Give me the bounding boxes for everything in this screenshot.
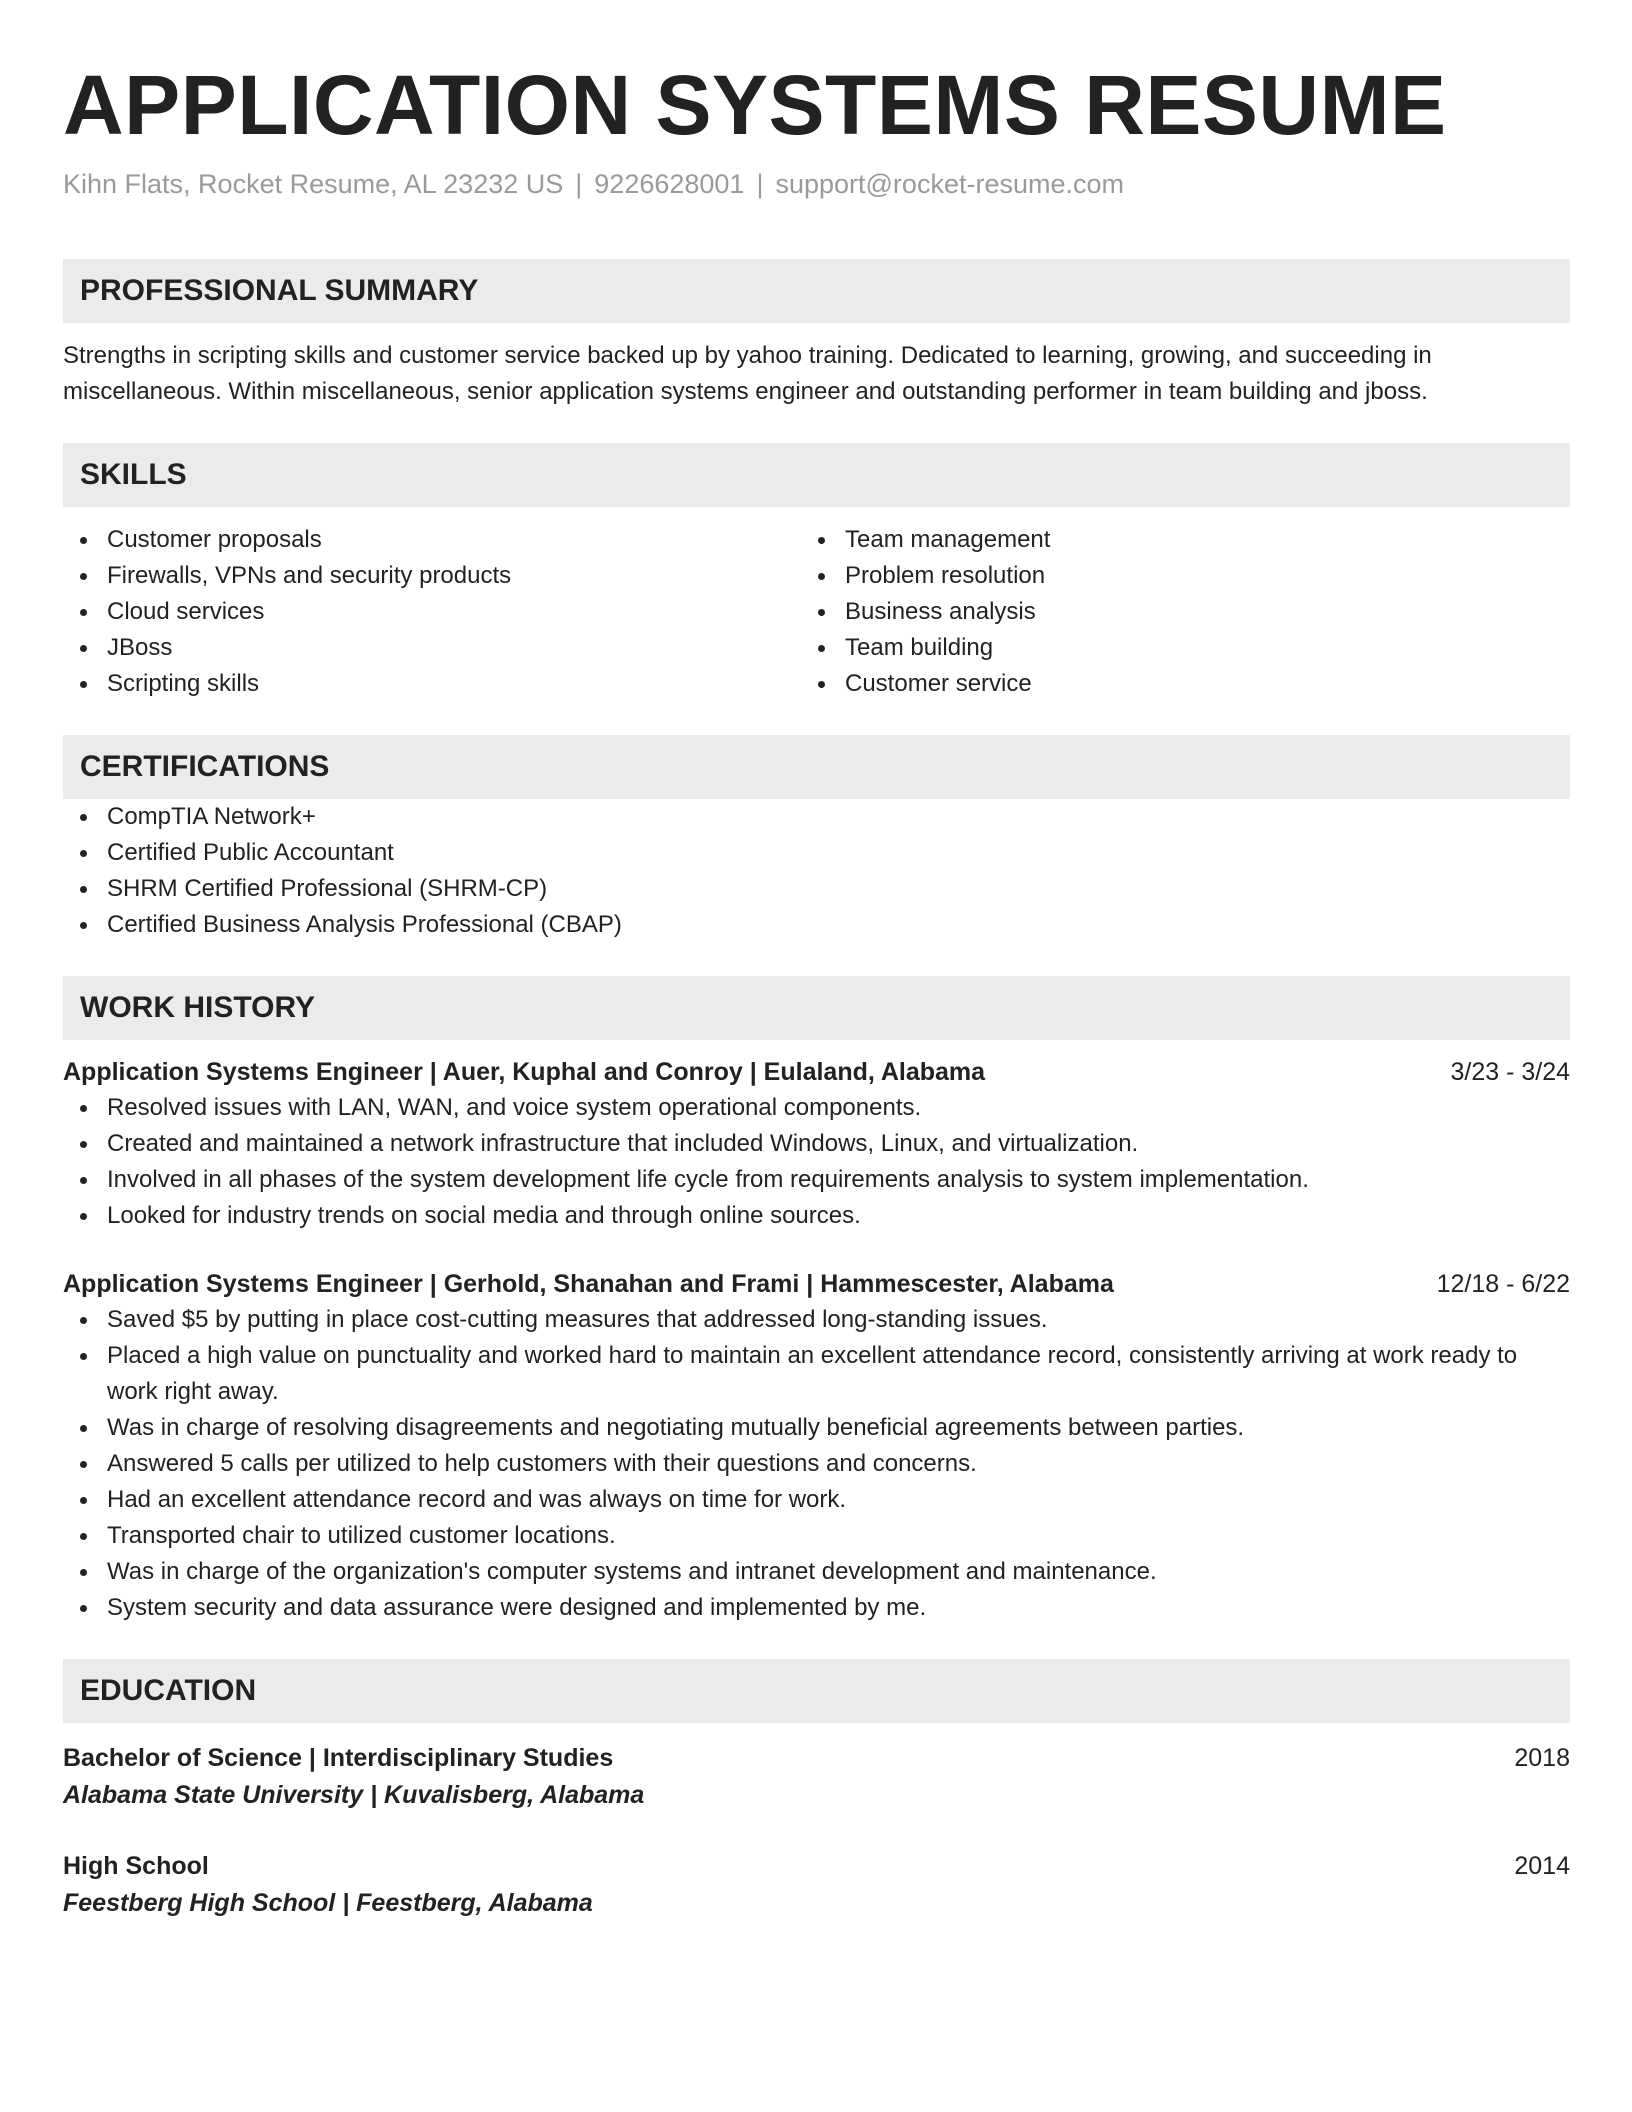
section-heading-certifications: CERTIFICATIONS	[63, 735, 1570, 799]
education-header	[63, 1848, 1570, 1884]
job-bullet: System security and data assurance were designed and implemented by me.	[63, 1590, 1570, 1626]
job-bullet: Had an excellent attendance record and was always on time for work.	[63, 1482, 1570, 1518]
section-heading-work-history: WORK HISTORY	[63, 976, 1570, 1040]
education-degree: High School	[63, 1852, 209, 1880]
job-dates: 3/23 - 3/24	[1450, 1058, 1570, 1086]
education-degree: Bachelor of Science | Interdisciplinary Studies	[63, 1744, 614, 1772]
summary-text: Strengths in scripting skills and customer service backed up by yahoo training. Dedicated to learning, growing, and succeeding in miscellaneous. Within miscellaneous, senior application systems engineer and outstanding performer in team building and jboss.	[63, 342, 1432, 405]
education-header	[63, 1740, 1570, 1776]
section-heading-education: EDUCATION	[63, 1659, 1570, 1723]
contact-phone: 9226628001	[594, 169, 745, 199]
certification-item: CompTIA Network+	[63, 799, 1570, 835]
section-heading-summary: PROFESSIONAL SUMMARY	[63, 259, 1570, 323]
skill-item: JBoss	[63, 630, 801, 666]
job-bullet: Placed a high value on punctuality and worked hard to maintain an excellent attendance record, consistently arriving at work ready to work right away.	[63, 1338, 1570, 1410]
job-bullet: Was in charge of resolving disagreements and negotiating mutually beneficial agreements between parties.	[63, 1410, 1570, 1446]
contact-separator: |	[575, 169, 583, 199]
education-entry	[63, 1848, 1570, 1922]
skill-item: Cloud services	[63, 594, 801, 630]
section-heading-skills: SKILLS	[63, 443, 1570, 507]
job-header	[63, 1266, 1570, 1302]
job-title: Application Systems Engineer | Auer, Kuphal and Conroy | Eulaland, Alabama	[63, 1058, 986, 1086]
job-bullet: Looked for industry trends on social media and through online sources.	[63, 1198, 1570, 1234]
job-bullet: Involved in all phases of the system development life cycle from requirements analysis to system implementation.	[63, 1162, 1570, 1198]
job-bullets	[63, 1302, 1570, 1626]
skills-list-right	[801, 522, 1539, 702]
job-bullet: Answered 5 calls per utilized to help customers with their questions and concerns.	[63, 1446, 1570, 1482]
skill-item: Team management	[801, 522, 1539, 558]
certifications-list	[63, 799, 1570, 943]
skill-item: Problem resolution	[801, 558, 1539, 594]
contact-line	[63, 167, 1570, 201]
skill-item: Business analysis	[801, 594, 1539, 630]
contact-address: Kihn Flats, Rocket Resume, AL 23232 US	[63, 169, 564, 199]
certification-item: SHRM Certified Professional (SHRM-CP)	[63, 871, 1570, 907]
job-bullet: Transported chair to utilized customer locations.	[63, 1518, 1570, 1554]
education-year: 2014	[1514, 1852, 1570, 1880]
job-bullet: Created and maintained a network infrastructure that included Windows, Linux, and virtualization.	[63, 1126, 1570, 1162]
skill-item: Scripting skills	[63, 666, 801, 702]
contact-separator: |	[756, 169, 764, 199]
resume-title: APPLICATION SYSTEMS RESUME	[63, 58, 1447, 152]
skills-grid	[63, 522, 1570, 702]
education-school: Feestberg High School | Feestberg, Alabama	[63, 1889, 593, 1917]
job-bullet: Saved $5 by putting in place cost-cutting measures that addressed long-standing issues.	[63, 1302, 1570, 1338]
job-header	[63, 1054, 1570, 1090]
certification-item: Certified Business Analysis Professional (CBAP)	[63, 907, 1570, 943]
education-school: Alabama State University | Kuvalisberg, Alabama	[63, 1781, 645, 1809]
job-bullets	[63, 1090, 1570, 1234]
job-bullet: Was in charge of the organization's computer systems and intranet development and maintenance.	[63, 1554, 1570, 1590]
skill-item: Team building	[801, 630, 1539, 666]
skills-list-left	[63, 522, 801, 702]
education-entry	[63, 1740, 1570, 1814]
skill-item: Customer service	[801, 666, 1539, 702]
job-dates: 12/18 - 6/22	[1436, 1270, 1570, 1298]
contact-email: support@rocket-resume.com	[775, 169, 1124, 199]
job-bullet: Resolved issues with LAN, WAN, and voice system operational components.	[63, 1090, 1570, 1126]
certification-item: Certified Public Accountant	[63, 835, 1570, 871]
job-title: Application Systems Engineer | Gerhold, Shanahan and Frami | Hammescester, Alabama	[63, 1270, 1114, 1298]
skill-item: Firewalls, VPNs and security products	[63, 558, 801, 594]
education-year: 2018	[1514, 1744, 1570, 1772]
skill-item: Customer proposals	[63, 522, 801, 558]
